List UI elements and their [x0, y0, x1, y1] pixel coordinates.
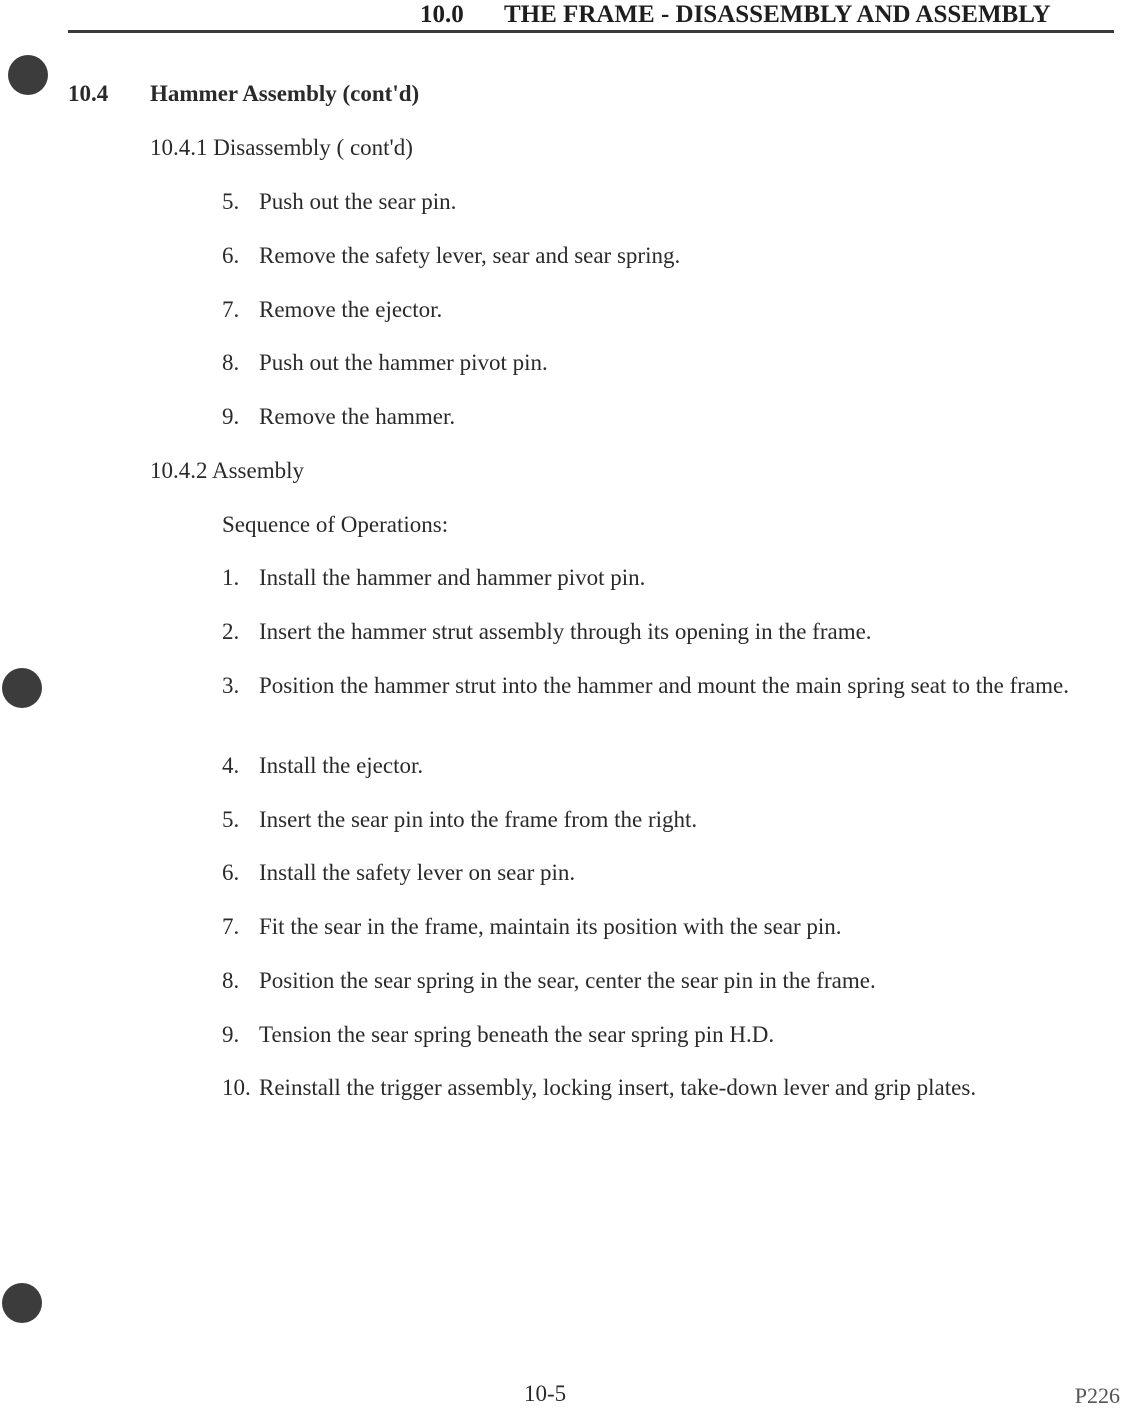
assembly-step [222, 1074, 1112, 1102]
step-number: 8. [222, 350, 240, 375]
disassembly-step [222, 403, 1112, 431]
page-number: 10-5 [524, 1381, 567, 1406]
step-text: Install the hammer and hammer pivot pin. [259, 565, 646, 590]
step-text: Position the hammer strut into the hammer and mount the main spring seat to the frame. [259, 673, 1069, 698]
assembly-step [222, 967, 1112, 995]
assembly-intro: Sequence of Operations: [222, 512, 449, 537]
step-number: 1. [222, 565, 240, 590]
step-text: Push out the hammer pivot pin. [259, 350, 548, 375]
section-heading [68, 80, 419, 108]
header-rule [68, 30, 1114, 33]
step-number: 9. [222, 1022, 240, 1047]
assembly-step [222, 672, 1112, 700]
header-title-text: THE FRAME - DISASSEMBLY AND ASSEMBLY [504, 1, 1051, 28]
step-number: 2. [222, 619, 240, 644]
section-number: 10.4 [68, 81, 109, 106]
header-section-number: 10.0 [420, 1, 464, 28]
step-number: 6. [222, 860, 240, 885]
step-text: Insert the hammer strut assembly through its opening in the frame. [259, 619, 872, 644]
assembly-step [222, 752, 1112, 780]
step-text: Install the safety lever on sear pin. [259, 860, 576, 885]
step-number: 6. [222, 243, 240, 268]
step-text: Fit the sear in the frame, maintain its position with the sear pin. [259, 914, 842, 939]
assembly-step [222, 859, 1112, 887]
step-number: 9. [222, 404, 240, 429]
step-number: 7. [222, 297, 240, 322]
punch-hole-middle [2, 668, 42, 708]
step-number: 10. [222, 1075, 251, 1100]
step-text: Tension the sear spring beneath the sear spring pin H.D. [259, 1022, 775, 1047]
punch-hole-top [8, 55, 48, 95]
step-number: 7. [222, 914, 240, 939]
step-number: 5. [222, 807, 240, 832]
assembly-heading: 10.4.2 Assembly [150, 458, 304, 483]
step-text: Remove the safety lever, sear and sear spring. [259, 243, 681, 268]
step-text: Position the sear spring in the sear, center the sear pin in the frame. [259, 968, 876, 993]
disassembly-step [222, 349, 1112, 377]
disassembly-step [222, 188, 1112, 216]
step-text: Reinstall the trigger assembly, locking insert, take-down lever and grip plates. [259, 1075, 977, 1100]
section-title: Hammer Assembly (cont'd) [150, 81, 420, 106]
page-header [420, 0, 1115, 30]
step-number: 8. [222, 968, 240, 993]
step-number: 4. [222, 753, 240, 778]
assembly-step [222, 618, 1112, 646]
step-number: 3. [222, 673, 240, 698]
assembly-step [222, 806, 1112, 834]
punch-hole-bottom [2, 1283, 42, 1323]
disassembly-heading: 10.4.1 Disassembly ( cont'd) [150, 135, 413, 160]
assembly-step [222, 564, 1112, 592]
step-text: Install the ejector. [259, 753, 424, 778]
assembly-step [222, 1021, 1112, 1049]
step-text: Push out the sear pin. [259, 189, 457, 214]
step-text: Remove the hammer. [259, 404, 456, 429]
disassembly-step [222, 242, 1112, 270]
step-text: Remove the ejector. [259, 297, 443, 322]
step-text: Insert the sear pin into the frame from the right. [259, 807, 698, 832]
disassembly-step [222, 296, 1112, 324]
document-code: P226 [1074, 1383, 1120, 1408]
assembly-step [222, 913, 1112, 941]
step-number: 5. [222, 189, 240, 214]
